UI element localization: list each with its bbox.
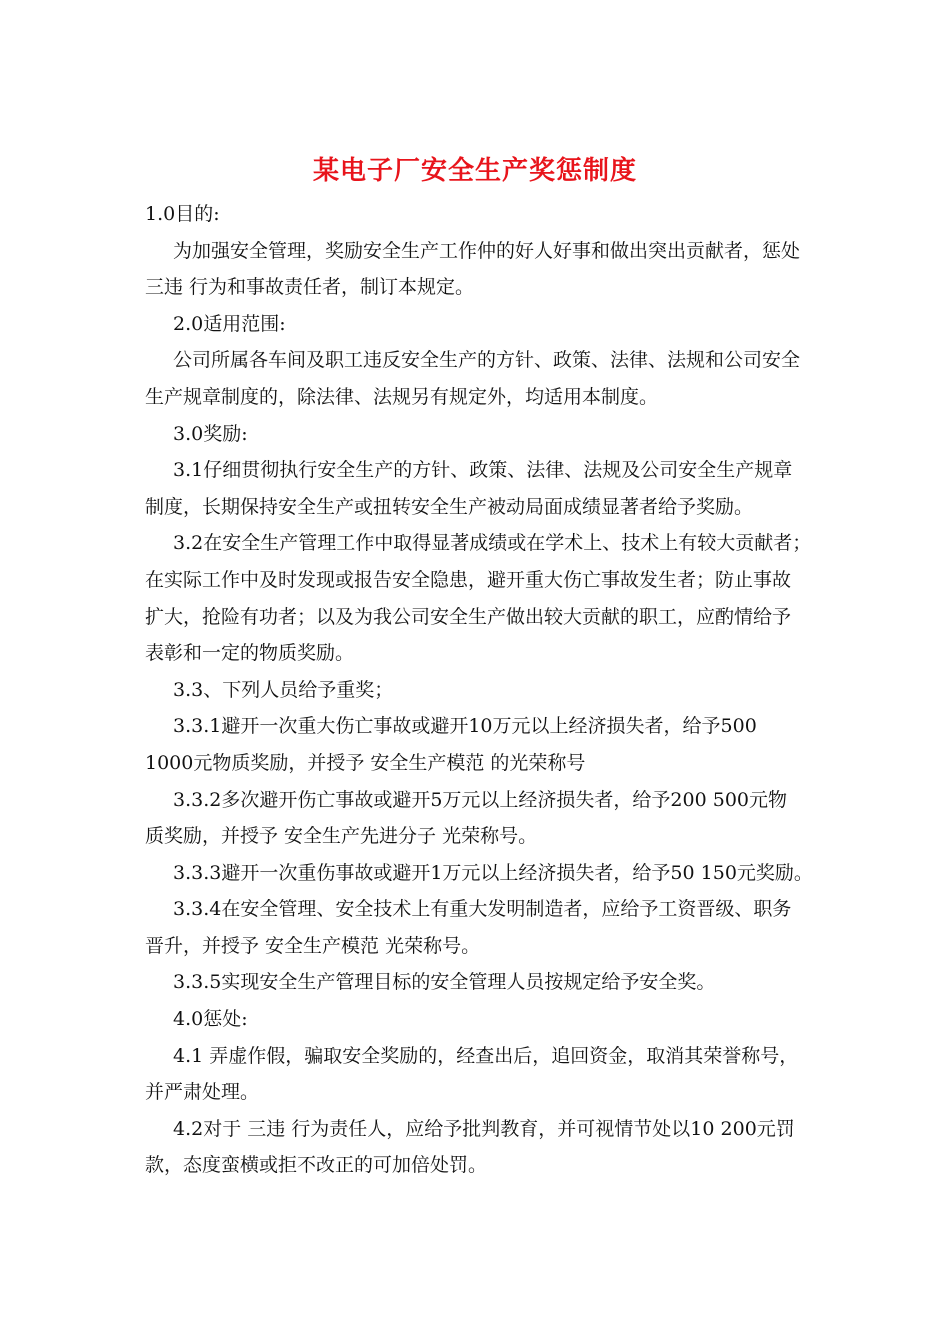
paragraph-line: 公司所属各车间及职工违反安全生产的方针、政策、法律、法规和公司安全 bbox=[173, 349, 801, 372]
paragraph-line: 晋升，并授予 安全生产模范 光荣称号。 bbox=[145, 934, 481, 957]
paragraph-line: 为加强安全管理，奖励安全生产工作仲的好人好事和做出突出贡献者，惩处 bbox=[173, 239, 801, 262]
paragraph-line: 3.3、下列人员给予重奖； bbox=[173, 678, 394, 701]
paragraph-line: 并严肃处理。 bbox=[145, 1081, 260, 1104]
paragraph-line: 3.3.5实现安全生产管理目标的安全管理人员按规定给予安全奖。 bbox=[173, 971, 716, 994]
paragraph-line: 1.0目的: bbox=[145, 203, 220, 225]
paragraph-line: 3.3.4在安全管理、安全技术上有重大发明制造者，应给予工资晋级、职务 bbox=[173, 898, 792, 921]
paragraph-line: 2.0适用范围: bbox=[173, 312, 286, 335]
paragraph-line: 4.2对于 三违 行为责任人，应给予批判教育，并可视情节处以10 200元罚 bbox=[173, 1117, 795, 1140]
paragraph-line: 3.3.1避开一次重大伤亡事故或避开10万元以上经济损失者，给予500 bbox=[173, 715, 757, 738]
paragraph-line: 3.3.3避开一次重伤事故或避开1万元以上经济损失者，给予50 150元奖励。 bbox=[173, 861, 813, 884]
paragraph-line: 3.2在安全生产管理工作中取得显著成绩或在学术上、技术上有较大贡献者； bbox=[173, 532, 812, 555]
paragraph-line: 3.1仔细贯彻执行安全生产的方针、政策、法律、法规及公司安全生产规章 bbox=[173, 459, 793, 482]
paragraph-line: 3.0奖励: bbox=[173, 422, 248, 445]
paragraph-line: 质奖励，并授予 安全生产先进分子 光荣称号。 bbox=[145, 825, 538, 848]
document-body bbox=[145, 196, 825, 1184]
paragraph-line: 制度，长期保持安全生产或扭转安全生产被动局面成绩显著者给予奖励。 bbox=[145, 495, 754, 518]
paragraph-line: 生产规章制度的，除法律、法规另有规定外，均适用本制度。 bbox=[145, 385, 659, 408]
paragraph-line: 表彰和一定的物质奖励。 bbox=[145, 642, 355, 665]
document-title: 某电子厂安全生产奖惩制度 bbox=[312, 156, 637, 186]
paragraph-line: 扩大，抢险有功者；以及为我公司安全生产做出较大贡献的职工，应酌情给予 bbox=[145, 605, 792, 628]
paragraph-line: 1000元物质奖励，并授予 安全生产模范 的光荣称号 bbox=[145, 751, 586, 774]
paragraph-line: 款，态度蛮横或拒不改正的可加倍处罚。 bbox=[145, 1154, 488, 1177]
paragraph-line: 在实际工作中及时发现或报告安全隐患，避开重大伤亡事故发生者；防止事故 bbox=[145, 568, 792, 591]
paragraph-line: 4.1 弄虚作假，骗取安全奖励的，经查出后，追回资金，取消其荣誉称号， bbox=[173, 1044, 799, 1067]
paragraph-line: 4.0惩处: bbox=[173, 1008, 248, 1031]
paragraph-line: 3.3.2多次避开伤亡事故或避开5万元以上经济损失者，给予200 500元物 bbox=[173, 788, 788, 811]
paragraph-line: 三违 行为和事故责任者，制订本规定。 bbox=[145, 276, 475, 299]
